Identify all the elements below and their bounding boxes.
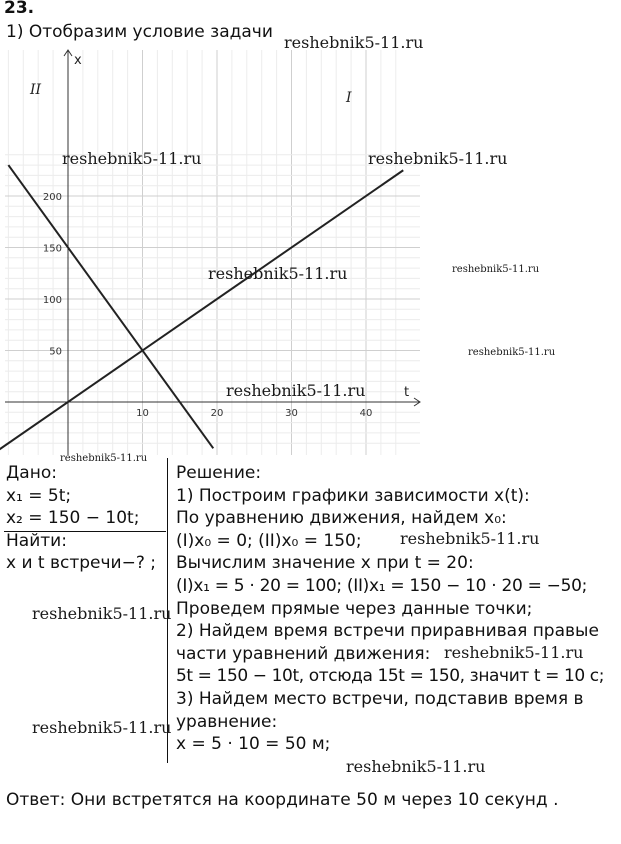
solution-line: По уравнению движения, найдем x₀: [176, 508, 507, 529]
watermark: reshebnik5-11.ru [468, 347, 556, 358]
given-block [6, 462, 156, 575]
y-tick-label: 200 [42, 192, 62, 203]
watermark: reshebnik5-11.ru [32, 718, 172, 737]
y-tick-label: 50 [49, 346, 62, 358]
x-axis-label: t [404, 385, 410, 400]
given-eq-2: x₂ = 150 − 10t; [6, 508, 140, 529]
watermark: reshebnik5-11.ru [62, 149, 202, 168]
solution-block [176, 462, 604, 756]
solution-line: x = 5 · 10 = 50 м; [176, 734, 331, 755]
watermark: reshebnik5-11.ru [208, 264, 348, 283]
watermark: reshebnik5-11.ru [368, 149, 508, 168]
solution-line: 1) Построим графики зависимости x(t): [176, 485, 530, 506]
x-tick-label: 30 [285, 408, 298, 419]
watermark: reshebnik5-11.ru [32, 604, 172, 623]
x-tick-label: 10 [136, 408, 149, 419]
x-tick-label: 40 [359, 408, 373, 419]
watermark: reshebnik5-11.ru [60, 453, 148, 464]
solution-line: уравнение: [176, 711, 278, 732]
series-label-II: II [30, 82, 42, 98]
watermark: reshebnik5-11.ru [346, 757, 486, 776]
solution-line: Проведем прямые через данные точки; [176, 598, 533, 619]
watermark: reshebnik5-11.ru [226, 381, 366, 400]
solution-line: 3) Найдем место встречи, подставив время в [176, 688, 584, 709]
watermark: reshebnik5-11.ru [452, 264, 540, 275]
watermark: reshebnik5-11.ru [400, 529, 540, 548]
given-title: Дано: [6, 463, 57, 483]
solution-line: части уравнений движения: [176, 643, 431, 664]
solution-line: 5t = 150 − 10t, отсюда 15t = 150, значит t = 10 с; [176, 666, 605, 687]
x-tick-label: 20 [210, 408, 224, 419]
series-line-II [8, 165, 213, 448]
section-heading: 1) Отобразим условие задачи [6, 22, 273, 42]
y-tick-label: 100 [42, 295, 62, 306]
solution-line: Вычислим значение x при t = 20: [176, 553, 474, 574]
watermark: reshebnik5-11.ru [284, 33, 424, 52]
y-tick-label: 150 [42, 243, 62, 255]
find-text: x и t встречи−? ; [6, 553, 156, 574]
watermark: reshebnik5-11.ru [444, 643, 584, 662]
series-label-I: I [346, 90, 352, 106]
solution-line: (I)x₀ = 0; (II)x₀ = 150; [176, 530, 362, 551]
solution-title: Решение: [176, 463, 262, 483]
solution-line: (I)x₁ = 5 · 20 = 100; (II)x₁ = 150 − 10 · 20 = −50; [176, 575, 588, 596]
given-eq-1: x₁ = 5t; [6, 485, 72, 506]
problem-number: 23. [4, 0, 35, 18]
y-axis-label: x [74, 53, 82, 68]
find-title: Найти: [6, 530, 67, 551]
solution-line: 2) Найдем время встречи приравнивая правые [176, 621, 599, 642]
answer-text: Ответ: Они встретятся на координате 50 м через 10 секунд . [6, 790, 559, 810]
